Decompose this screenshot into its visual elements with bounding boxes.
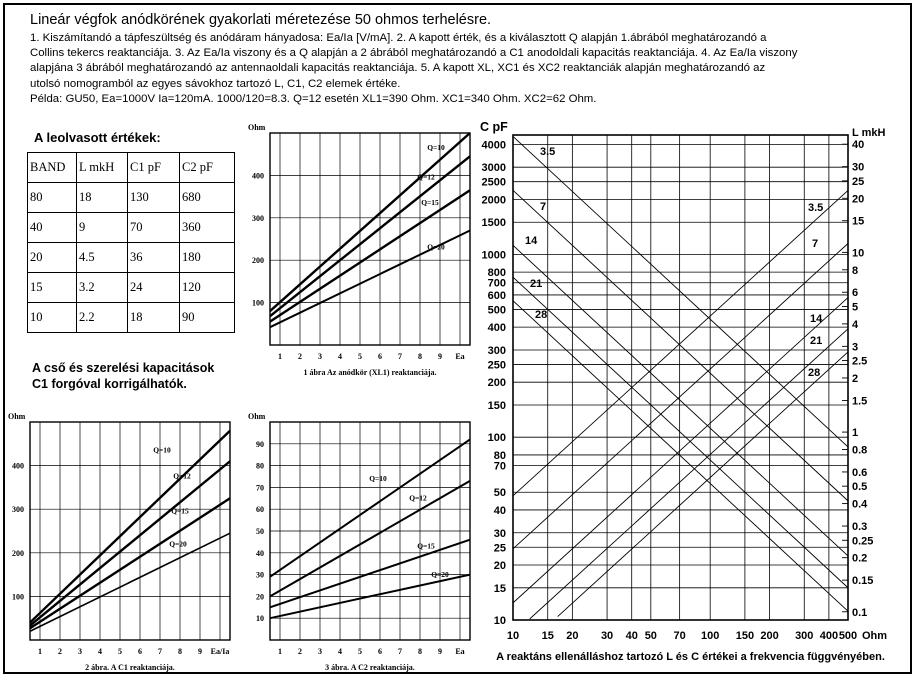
x-tick-label: 6 xyxy=(138,647,142,656)
x-unit-label: Ohm xyxy=(862,630,888,642)
table-cell: 360 xyxy=(180,213,235,243)
y-tick-label: 50 xyxy=(256,527,264,536)
x-tick-label: 1 xyxy=(278,647,282,656)
table-cell: 680 xyxy=(180,183,235,213)
c-tick-label: 15 xyxy=(493,582,506,595)
table-cell: 9 xyxy=(77,213,128,243)
l-tick-label: 6 xyxy=(852,287,859,300)
table-cell: 24 xyxy=(128,273,180,303)
y-tick-label: 400 xyxy=(12,461,24,471)
x-tick-label: Ea xyxy=(455,352,465,361)
x-tick-label: 20 xyxy=(566,630,579,642)
l-tick-label: 25 xyxy=(852,175,865,188)
x-tick-label: 4 xyxy=(98,647,102,656)
x-tick-label: 8 xyxy=(178,647,182,656)
x-tick-label: 3 xyxy=(318,352,322,361)
x-tick-label: 7 xyxy=(398,352,402,361)
x-tick-label: 9 xyxy=(438,647,442,656)
x-tick-label: 10 xyxy=(506,630,520,642)
x-tick-label: 50 xyxy=(644,630,657,642)
table-cell: 2.2 xyxy=(77,303,128,333)
series-label: Q=12 xyxy=(409,493,427,503)
table-cell: 90 xyxy=(180,303,235,333)
x-tick-label: 6 xyxy=(378,647,382,656)
y-tick-label: 300 xyxy=(252,213,264,223)
l-tick-label: 0.2 xyxy=(852,552,868,565)
header-cell: C1 pF xyxy=(128,153,180,183)
l-axis-title: L mkH xyxy=(852,127,886,139)
y-tick-label: 60 xyxy=(256,505,264,515)
table-cell: 15 xyxy=(28,273,77,303)
series-label: Q=10 xyxy=(369,473,387,483)
y-tick-label: 200 xyxy=(12,548,24,558)
y-unit-label: Ohm xyxy=(8,412,26,421)
c-tick-label: 4000 xyxy=(481,139,506,152)
x-tick-label: 7 xyxy=(398,647,402,656)
x-tick-label: 8 xyxy=(418,647,422,656)
band-label-l: 3.5 xyxy=(808,202,824,214)
l-tick-label: 0.15 xyxy=(852,575,874,588)
inductance-line xyxy=(530,329,848,619)
table-cell: 3.2 xyxy=(77,273,128,303)
c-tick-label: 2000 xyxy=(481,194,506,207)
header-cell: L mkH xyxy=(77,153,128,183)
y-unit-label: Ohm xyxy=(248,123,266,132)
y-tick-label: 200 xyxy=(252,256,264,266)
c-tick-label: 300 xyxy=(487,344,506,357)
l-tick-label: 30 xyxy=(852,161,865,174)
x-tick-label: 1 xyxy=(278,352,282,361)
band-label-c: 7 xyxy=(540,201,547,213)
instruction-line: Collins tekercs reaktanciája. 3. Az Ea/Ia viszony és a Q alapján a 2 ábrából meghatározandó a C1 anodoldali kapacitás reaktanciája. 4. Az Ea/Ia viszony xyxy=(30,47,798,60)
c-tick-label: 800 xyxy=(487,267,506,280)
table-cell: 40 xyxy=(28,213,77,243)
x-tick-label: 500 xyxy=(838,630,858,642)
c-tick-label: 150 xyxy=(487,400,506,413)
c-tick-label: 20 xyxy=(493,559,506,572)
band-label-c: 28 xyxy=(535,309,548,321)
l-tick-label: 0.5 xyxy=(852,481,868,494)
band-label-l: 28 xyxy=(808,367,821,379)
l-tick-label: 1.5 xyxy=(852,395,868,408)
x-tick-label: 40 xyxy=(625,630,638,642)
series-label: Q=20 xyxy=(431,569,449,579)
table-cell: 180 xyxy=(180,243,235,273)
series-label: Q=12 xyxy=(417,172,435,182)
table-cell: 4.5 xyxy=(77,243,128,273)
l-tick-label: 4 xyxy=(852,318,859,331)
c-tick-label: 700 xyxy=(487,277,506,290)
l-tick-label: 8 xyxy=(852,264,859,277)
c-tick-label: 40 xyxy=(493,504,506,517)
y-tick-label: 100 xyxy=(252,298,264,308)
l-tick-label: 1 xyxy=(852,427,859,440)
header-cell: C2 pF xyxy=(180,153,235,183)
l-tick-label: 10 xyxy=(852,247,865,260)
x-tick-label: 1 xyxy=(38,647,42,656)
table-cell: 20 xyxy=(28,243,77,273)
instruction-line: 1. Kiszámítandó a tápfeszültség és anódáram hányadosa: Ea/Ia [V/mA]. 2. A kapott érték, és a kiválasztott Q alapján 1.ábrából meghatározandó a xyxy=(30,32,767,44)
c-tick-label: 3000 xyxy=(481,162,506,175)
inductance-line xyxy=(513,243,848,548)
table-cell: 80 xyxy=(28,183,77,213)
c-tick-label: 50 xyxy=(493,487,506,500)
x-tick-label: 4 xyxy=(338,352,342,361)
y-tick-label: 90 xyxy=(256,439,264,449)
x-tick-label: Ea/Ia xyxy=(210,647,230,656)
l-tick-label: 2 xyxy=(852,372,859,385)
x-tick-label: 6 xyxy=(378,352,382,361)
x-tick-label: Ea xyxy=(455,647,465,656)
l-tick-label: 3 xyxy=(852,341,859,354)
x-tick-label: 3 xyxy=(318,647,322,656)
series-label: Q=15 xyxy=(417,541,435,551)
series-label: Q=15 xyxy=(421,198,439,208)
y-tick-label: 100 xyxy=(12,592,24,602)
x-tick-label: 5 xyxy=(358,647,362,656)
y-unit-label: Ohm xyxy=(248,412,266,421)
c-tick-label: 80 xyxy=(493,449,506,462)
c-tick-label: 30 xyxy=(493,527,506,540)
l-tick-label: 15 xyxy=(852,215,865,228)
c-tick-label: 100 xyxy=(487,432,506,445)
x-tick-label: 300 xyxy=(795,630,814,642)
table-cell: 70 xyxy=(128,213,180,243)
l-tick-label: 0.1 xyxy=(852,606,868,619)
table-caption: A leolvasott értékek: xyxy=(34,130,161,145)
chart-caption: 1 ábra Az anódkör (XL1) reaktanciája. xyxy=(303,368,437,377)
c-tick-label: 70 xyxy=(493,460,506,473)
table-cell: 120 xyxy=(180,273,235,303)
table-cell: 10 xyxy=(28,303,77,333)
l-tick-label: 5 xyxy=(852,301,859,314)
c-tick-label: 1000 xyxy=(481,249,506,262)
l-tick-label: 0.25 xyxy=(852,535,874,548)
note-line: A cső és szerelési kapacitások xyxy=(32,361,215,375)
instruction-line: alapjána 3 ábrából meghatározandó az antennaoldali kapacitás reaktanciája. 5. A kapott XL, XC1 és XC2 reaktanciák alapján meghatározandó az xyxy=(30,62,766,75)
band-label-c: 21 xyxy=(530,278,543,290)
x-tick-label: 3 xyxy=(78,647,82,656)
band-label-c: 3.5 xyxy=(540,146,556,158)
table-cell: 18 xyxy=(128,303,180,333)
x-tick-label: 150 xyxy=(735,630,755,642)
x-tick-label: 30 xyxy=(600,630,614,642)
series-label: Q=15 xyxy=(171,506,189,516)
c-axis-title: C pF xyxy=(480,120,508,134)
x-tick-label: 9 xyxy=(438,352,442,361)
series-label: Q=20 xyxy=(169,539,187,549)
series-label: Q=10 xyxy=(153,445,171,455)
c-tick-label: 600 xyxy=(487,289,506,302)
page-title: Lineár végfok anódkörének gyakorlati méretezése 50 ohmos terhelésre. xyxy=(30,12,492,28)
note-line: C1 forgóval korrigálhatók. xyxy=(32,377,187,391)
x-tick-label: 100 xyxy=(700,630,720,642)
capacitance-line xyxy=(513,277,848,588)
chart-caption: 3 ábra. A C2 reaktanciája. xyxy=(325,663,415,672)
table-cell: 130 xyxy=(128,183,180,213)
series-label: Q=12 xyxy=(173,471,191,481)
band-label-l: 21 xyxy=(810,335,823,347)
x-tick-label: 8 xyxy=(418,352,422,361)
series-label: Q=20 xyxy=(427,242,445,252)
nomogram-caption: A reaktáns ellenálláshoz tartozó L és C értékei a frekvencia függvényében. xyxy=(496,651,885,663)
x-tick-label: 2 xyxy=(298,647,302,656)
c-tick-label: 200 xyxy=(487,377,506,390)
table-cell: 36 xyxy=(128,243,180,273)
c-tick-label: 500 xyxy=(487,304,506,317)
c-tick-label: 1500 xyxy=(481,217,506,230)
l-tick-label: 0.6 xyxy=(852,466,868,479)
c-tick-label: 400 xyxy=(487,322,506,335)
x-tick-label: 400 xyxy=(819,630,839,642)
x-tick-label: 2 xyxy=(298,352,302,361)
x-tick-label: 200 xyxy=(760,630,779,642)
l-tick-label: 0.4 xyxy=(852,498,868,511)
y-tick-label: 300 xyxy=(12,505,24,515)
x-tick-label: 70 xyxy=(673,630,686,642)
instruction-line: Példa: GU50, Ea=1000V Ia=120mA. 1000/120=8.3. Q=12 esetén XL1=390 Ohm. XC1=340 Ohm. XC2=62 Ohm. xyxy=(30,92,597,105)
l-tick-label: 20 xyxy=(852,193,865,206)
y-tick-label: 20 xyxy=(256,592,264,602)
x-tick-label: 2 xyxy=(58,647,62,656)
header-cell: BAND xyxy=(28,153,77,183)
y-tick-label: 80 xyxy=(256,461,264,471)
band-label-c: 14 xyxy=(525,235,538,247)
x-tick-label: 15 xyxy=(541,630,554,642)
y-tick-label: 10 xyxy=(256,614,264,624)
capacitance-line xyxy=(513,190,848,501)
l-tick-label: 0.3 xyxy=(852,521,868,534)
x-tick-label: 4 xyxy=(338,647,342,656)
y-tick-label: 400 xyxy=(252,171,264,181)
l-tick-label: 40 xyxy=(852,139,865,152)
instruction-line: utolsó nomogramból az egyes sávokhoz tartozó L, C1, C2 elemek értéke. xyxy=(30,77,401,90)
x-tick-label: 5 xyxy=(118,647,122,656)
l-tick-label: 2.5 xyxy=(852,355,868,368)
y-tick-label: 30 xyxy=(256,570,264,580)
c-tick-label: 2500 xyxy=(481,176,506,189)
c-tick-label: 250 xyxy=(487,359,506,372)
chart-caption: 2 ábra. A C1 reaktanciája. xyxy=(85,663,175,672)
x-tick-label: 5 xyxy=(358,352,362,361)
series-label: Q=10 xyxy=(427,142,445,152)
c-tick-label: 25 xyxy=(493,542,506,555)
band-label-l: 7 xyxy=(812,238,819,250)
table-cell: 18 xyxy=(77,183,128,213)
c-tick-label: 10 xyxy=(493,615,506,627)
x-tick-label: 9 xyxy=(198,647,202,656)
x-tick-label: 7 xyxy=(158,647,162,656)
y-tick-label: 70 xyxy=(256,483,264,493)
band-label-l: 14 xyxy=(810,313,823,325)
l-tick-label: 0.8 xyxy=(852,444,868,457)
y-tick-label: 40 xyxy=(256,548,264,558)
